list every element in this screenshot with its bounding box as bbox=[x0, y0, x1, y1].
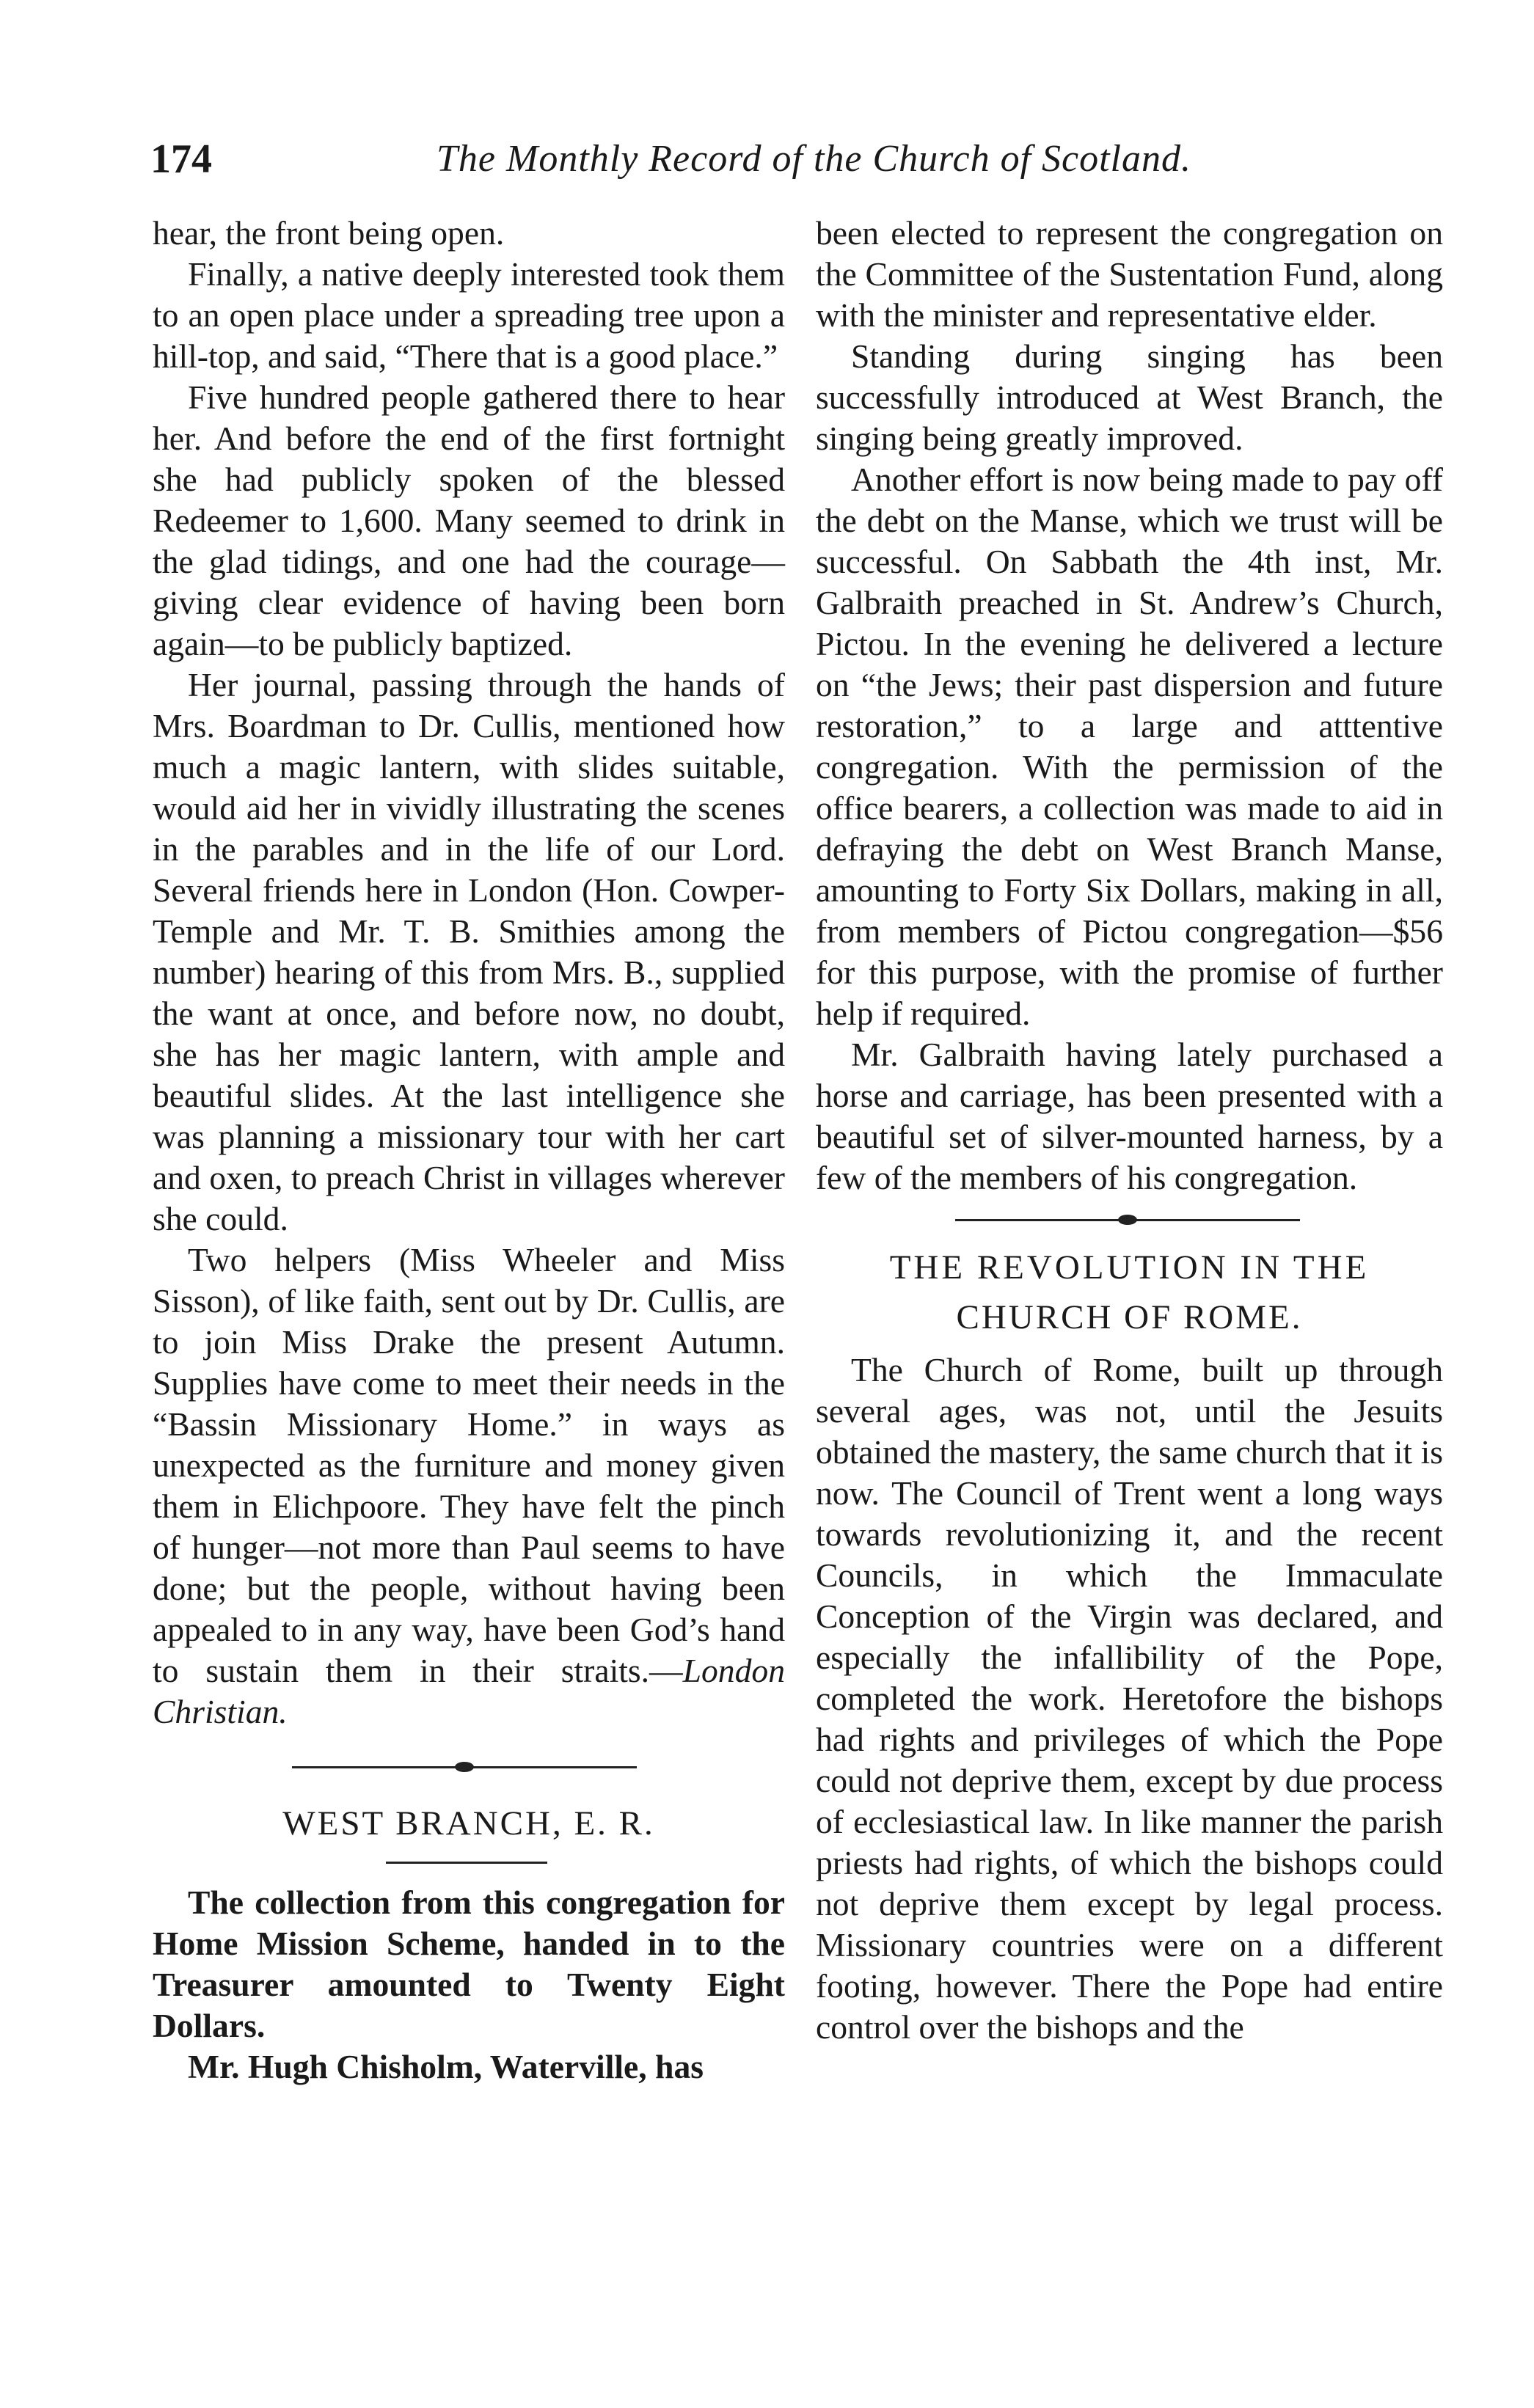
page-header bbox=[150, 136, 1398, 194]
paragraph: Mr. Galbraith having lately purchased a horse and carriage, has been presented with a beautiful set of silver-mounted harness, by a few of the members of his congregation. bbox=[816, 1036, 1443, 1196]
page-number: 174 bbox=[150, 136, 212, 182]
paragraph: Standing during singing has been successfully introduced at West Branch, the singing being greatly improved. bbox=[816, 337, 1443, 457]
source-credit: London Christian. bbox=[153, 1652, 785, 1730]
divider-ornament bbox=[1118, 1215, 1137, 1225]
section-divider bbox=[153, 1732, 785, 1796]
paragraph-with-source bbox=[153, 1240, 785, 1732]
paragraph: Finally, a native deeply interested took them to an open place under a spreading tree upon a hill-top, and said, “There that is a good place.” bbox=[153, 255, 785, 375]
divider-line bbox=[386, 1862, 547, 1864]
section-divider bbox=[816, 1198, 1443, 1243]
paragraph: The Church of Rome, built up through several ages, was not, until the Jesuits obtained the mastery, the same church that it is now. The Council of Trent went a long ways towards revolutionizing it, and the recent Councils, in which the Immaculate Conception of the Virgin was declared, and especially the infallibility of the Pope, completed the work. Heretofore the bishops had rights and privileges of which the Pope could not deprive them, except by due process of ecclesiastical law. In like manner the parish priests had rights, of which the bishops could not deprive them except by legal process. Missionary countries were on a different footing, however. There the Pope had entire control over the bishops and the bbox=[816, 1351, 1443, 2046]
paragraph: been elected to represent the congregation on the Committee of the Sustentation Fund, along with the minister and representative elder. bbox=[816, 214, 1443, 334]
heading-underline bbox=[153, 1845, 785, 1882]
running-head: The Monthly Record of the Church of Scotland. bbox=[437, 138, 1191, 180]
divider-ornament bbox=[455, 1762, 474, 1772]
paragraph: The collection from this congregation for Home Mission Scheme, handed in to the Treasurer amounted to Twenty Eight Dollars. bbox=[153, 1884, 785, 2044]
left-column bbox=[153, 213, 785, 2087]
paragraph: Mr. Hugh Chisholm, Waterville, has bbox=[188, 2048, 704, 2085]
paragraph-text: Two helpers (Miss Wheeler and Miss Sisson), of like faith, sent out by Dr. Cullis, are to join Miss Drake the present Autumn. Supplies have come to meet their needs in the “Bassin Missionary Home.” in ways as unexpected as the furniture and money given them in Elichpoore. They have felt the pinch of hunger—not more than Paul seems to have done; but the people, without having been appealed to in any way, have been God’s hand to sustain them in their straits.— bbox=[153, 1241, 785, 1689]
section-heading: WEST BRANCH, E. R. bbox=[282, 1804, 655, 1842]
section-heading-line-2: CHURCH OF ROME. bbox=[956, 1298, 1303, 1336]
right-column bbox=[816, 213, 1443, 2048]
paragraph: Five hundred people gathered there to hear her. And before the end of the first fortnight she had publicly spoken of the blessed Redeemer to 1,600. Many seemed to drink in the glad tidings, and one had the courage—giving clear evidence of having been born again—to be publicly baptized. bbox=[153, 378, 785, 662]
paragraph: Another effort is now being made to pay off the debt on the Manse, which we trust will be successful. On Sabbath the 4th inst, Mr. Galbraith preached in St. Andrew’s Church, Pictou. In the evening he delivered a lecture on “the Jews; their past dispersion and future restoration,” to a large and atttentive congregation. With the permission of the office bearers, a collection was made to aid in defraying the debt on West Branch Manse, amounting to Forty Six Dollars, making in all, from members of Pictou congregation—$56 for this purpose, with the promise of further help if required. bbox=[816, 461, 1443, 1032]
section-heading-line-1: THE REVOLUTION IN THE bbox=[889, 1248, 1370, 1287]
paragraph: Her journal, passing through the hands of Mrs. Boardman to Dr. Cullis, mentioned how much a magic lantern, with slides suitable, would aid her in vividly illustrating the scenes in the parables and in the life of our Lord. Several friends here in London (Hon. Cowper-Temple and Mr. T. B. Smithies among the number) hearing of this from Mrs. B., supplied the want at once, and before now, no doubt, she has her magic lantern, with ample and beautiful slides. At the last intelligence she was planning a missionary tour with her cart and oxen, to preach Christ in villages wherever she could. bbox=[153, 666, 785, 1237]
paragraph: hear, the front being open. bbox=[153, 214, 505, 252]
